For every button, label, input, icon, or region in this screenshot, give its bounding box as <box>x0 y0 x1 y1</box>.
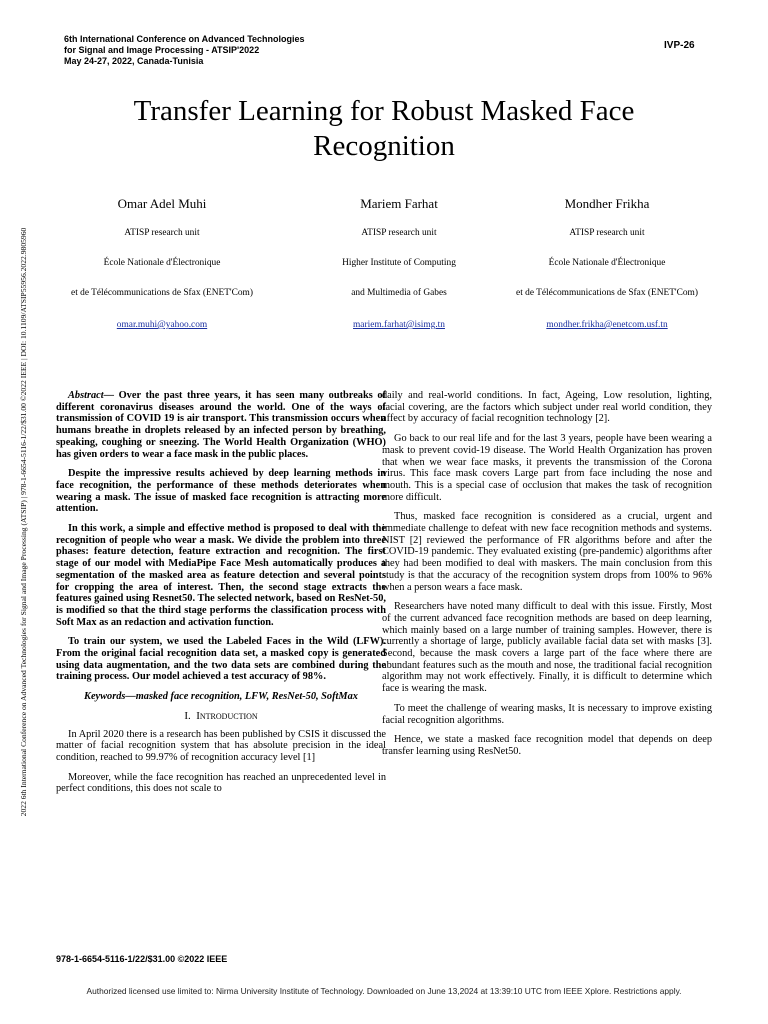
body-paragraph: daily and real-world conditions. In fact, Ageing, Low resolution, lighting, facial covering, are the factors which subject under real world condition, they affect by accuracy of facial recognition technology [2]. <box>382 390 712 425</box>
abstract-paragraph: To train our system, we used the Labeled Faces in the Wild (LFW). From the original facial recognition data set, a masked copy is generated using data augmentation, and the two data sets are combined during the training process. Our model achieved a test accuracy of 98%. <box>56 636 386 683</box>
author-affiliation: ATISP research unit <box>124 228 200 238</box>
body-paragraph: To meet the challenge of wearing masks, It is necessary to improve existing facial recognition algorithms. <box>382 702 712 726</box>
author-email-link[interactable]: mondher.frikha@enetcom.usf.tn <box>546 320 668 330</box>
body-paragraph: Moreover, while the face recognition has reached an unprecedented level in perfect conditions, this does not scale to <box>56 771 386 795</box>
body-paragraph: Go back to our real life and for the last 3 years, people have been wearing a mask to prevent covid-19 disease. The World Health Organization has proven that when we wear face masks, it prevents the transmission of the Corona virus. This face mask covers Large part from face including the nose and mouth. This is a special case of occlusion that makes the task of recognition more difficult. <box>382 433 712 503</box>
abstract-paragraph: Abstract— Over the past three years, it has seen many outbreaks of different coronavirus diseases around the world. One of the ways of transmission of COVID 19 is air transport. This transmission occurs when humans breathe in droplets released by an infected person by breathing, speaking, coughing or sneezing. The World Health Organization (WHO) has given orders to wear a face mask in the public places. <box>56 390 386 460</box>
conference-line: for Signal and Image Processing - ATSIP'2022 <box>64 45 260 55</box>
author-affiliation: École Nationale d'Électronique <box>548 258 666 268</box>
conference-line: 6th International Conference on Advanced Technologies <box>64 34 305 44</box>
paper-title: Transfer Learning for Robust Masked Face Recognition <box>133 95 635 162</box>
author-affiliation: ATISP research unit <box>569 228 645 238</box>
paper-id: IVP-26 <box>664 40 695 51</box>
author-affiliation: et de Télécommunications de Sfax (ENET'Com) <box>516 288 698 298</box>
abstract-label: Abstract <box>68 390 104 401</box>
conference-header <box>64 34 305 67</box>
keywords: Keywords—masked face recognition, LFW, ResNet-50, SoftMax <box>84 691 358 703</box>
author-affiliation: ATISP research unit <box>361 228 437 238</box>
isbn-copyright: 978-1-6654-5116-1/22/$31.00 ©2022 IEEE <box>56 954 228 964</box>
side-margin-citation <box>18 104 30 940</box>
author-affiliation: Higher Institute of Computing <box>342 258 456 268</box>
author-email-link[interactable]: omar.muhi@yahoo.com <box>116 320 208 330</box>
right-column <box>382 390 712 766</box>
doi-citation-text: 2022 6th International Conference on Advanced Technologies for Signal and Image Processing (ATSIP) | 978-1-6654-5116-1/22/$31.00 ©2022 IEEE | DOI: 10.1109/ATSIP55956.2022.9805960 <box>19 227 28 817</box>
section-heading: I. Introduction <box>184 709 258 722</box>
conference-dates: May 24-27, 2022, Canada-Tunisia <box>64 56 204 66</box>
body-paragraph: In April 2020 there is a research has been published by CSIS it discussed the matter of facial recognition system that has absolute precision in the ideal condition, reached to 99.97% of recognition accuracy level [1] <box>56 728 386 763</box>
abstract-paragraph: In this work, a simple and effective method is proposed to deal with the recognition of people who wear a mask. We divide the problem into three phases: feature detection, feature extraction and recognition. The first stage of our model with MediaPipe Face Mesh automatically produces a segmentation of the masked area as feature detection and several points for cropping the area of interest. Then, the second stage extracts the features gained using Resnet50. The selected network, based on ResNet-50, is modified so that the third stage performs the classification process with Soft Max as an redaction and activation function. <box>56 523 386 628</box>
author-affiliation: and Multimedia of Gabes <box>351 288 447 298</box>
body-paragraph: Thus, masked face recognition is considered as a crucial, urgent and immediate challenge to defeat with new face recognition methods and systems. NIST [2] reviewed the performance of FR algorithms before and after the COVID-19 pandemic. They evaluated existing (pre-pandemic) algorithms after they had been modified to deal with maskers. The main conclusion from this study is that the accuracy of the recognition system drops from 100% to 96% when a person wears a face mask. <box>382 511 712 593</box>
author-email-link[interactable]: mariem.farhat@isimg.tn <box>353 320 445 330</box>
license-footer: Authorized licensed use limited to: Nirma University Institute of Technology. Downloaded on June 13,2024 at 13:39:10 UTC from IEEE Xplore. Restrictions apply. <box>86 986 682 996</box>
author-name: Mariem Farhat <box>360 196 438 211</box>
author-affiliation: et de Télécommunications de Sfax (ENET'Com) <box>71 288 253 298</box>
abstract-paragraph: Despite the impressive results achieved by deep learning methods in face recognition, the performance of these methods deteriorates when wearing a mask. The issue of masked face recognition is attracting more attention. <box>56 468 386 515</box>
author-name: Omar Adel Muhi <box>117 196 207 211</box>
body-paragraph: Researchers have noted many difficult to deal with this issue. Firstly, Most of the current advanced face recognition methods are based on deep learning, which mainly based on a large number of training samples. However, there is currently a shortage of large, publicly available facial data set with masks [3]. Second, because the mask covers a large part of the face where there are abundant features such as the mouth and nose, the traditional facial recognition algorithm may not work effectively. Finally, it is difficult to determine which face is wearing the mask. <box>382 601 712 695</box>
body-paragraph: Hence, we state a masked face recognition model that depends on deep transfer learning using ResNet50. <box>382 734 712 757</box>
left-column <box>56 390 386 803</box>
author-name: Mondher Frikha <box>564 196 650 211</box>
author-affiliation: École Nationale d'Électronique <box>103 258 221 268</box>
